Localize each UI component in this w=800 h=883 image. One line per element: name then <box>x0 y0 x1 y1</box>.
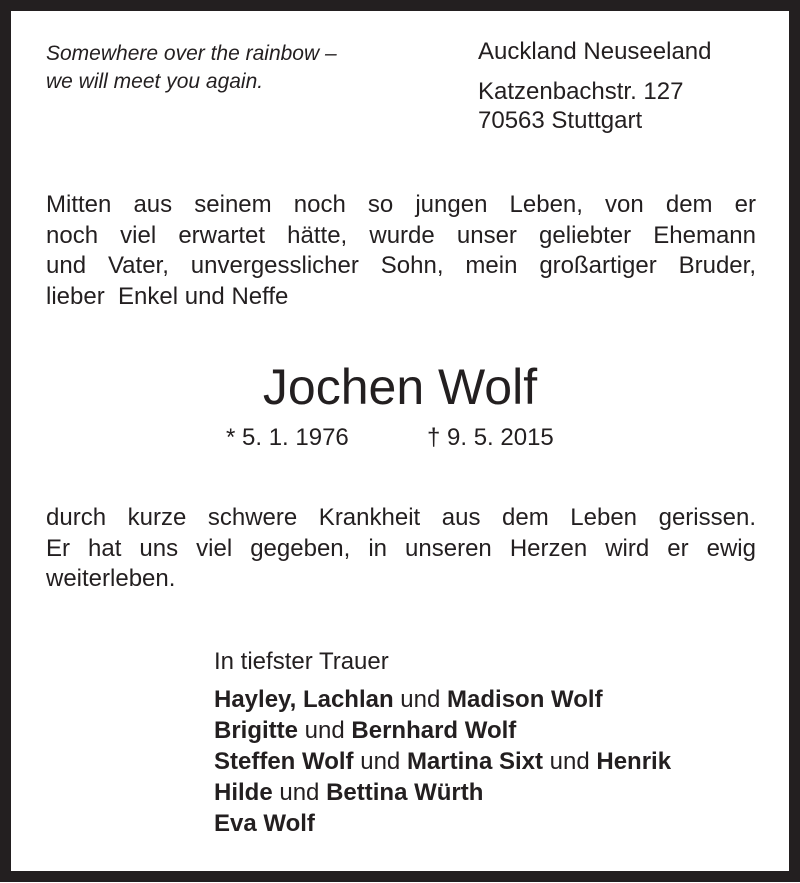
mourner-line <box>214 715 671 746</box>
intro-paragraph <box>46 190 756 312</box>
motto <box>46 40 337 96</box>
mourning-label: In tiefster Trauer <box>214 648 389 675</box>
mourner-line <box>214 684 671 715</box>
mourner-names: Martina Sixt <box>406 748 543 775</box>
intro-line: noch viel erwartet hätte, wurde unser geliebter Ehemann <box>46 221 756 249</box>
closing-line: weiterleben. <box>46 565 176 592</box>
closing-paragraph <box>46 503 756 595</box>
mourner-names: Eva Wolf <box>214 810 315 837</box>
address-street: Katzenbachstr. 127 <box>478 78 684 105</box>
mourner-line <box>214 808 671 839</box>
mourner-names: Hilde <box>214 779 273 806</box>
mourner-names: Henrik <box>596 748 672 775</box>
conjunction: und <box>353 748 407 775</box>
intro-line: Mitten aus seinem noch so jungen Leben, von dem er <box>46 191 756 218</box>
conjunction: und <box>298 717 352 744</box>
address-city: 70563 Stuttgart <box>478 107 643 134</box>
motto-line: Somewhere over the rainbow – <box>46 42 337 65</box>
address-country: Auckland Neuseeland <box>478 38 712 65</box>
motto-line: we will meet you again. <box>46 70 264 93</box>
mourner-names: Madison Wolf <box>447 686 603 713</box>
mourner-names: Hayley, Lachlan <box>214 686 394 713</box>
closing-line: Er hat uns viel gegeben, in unseren Herzen wird er ewig <box>46 534 756 562</box>
intro-line: und Vater, unvergesslicher Sohn, mein großartiger Bruder, <box>46 252 756 279</box>
mourners-list <box>214 684 671 839</box>
conjunction: und <box>542 748 597 775</box>
conjunction: und <box>393 686 448 713</box>
closing-line: durch kurze schwere Krankheit aus dem Leben gerissen. <box>46 504 756 531</box>
intro-line: lieber Enkel und Neffe <box>46 282 289 310</box>
mourner-names: Brigitte <box>214 717 298 744</box>
death-date: † 9. 5. 2015 <box>427 424 554 451</box>
birth-date: * 5. 1. 1976 <box>226 424 349 451</box>
mourner-names: Bernhard Wolf <box>351 717 517 744</box>
mourner-line <box>214 777 671 808</box>
conjunction: und <box>272 779 327 806</box>
mourner-line <box>214 746 671 777</box>
deceased-name: Jochen Wolf <box>262 359 538 415</box>
mourner-names: Bettina Würth <box>326 779 484 806</box>
mourner-names: Steffen Wolf <box>214 748 354 775</box>
